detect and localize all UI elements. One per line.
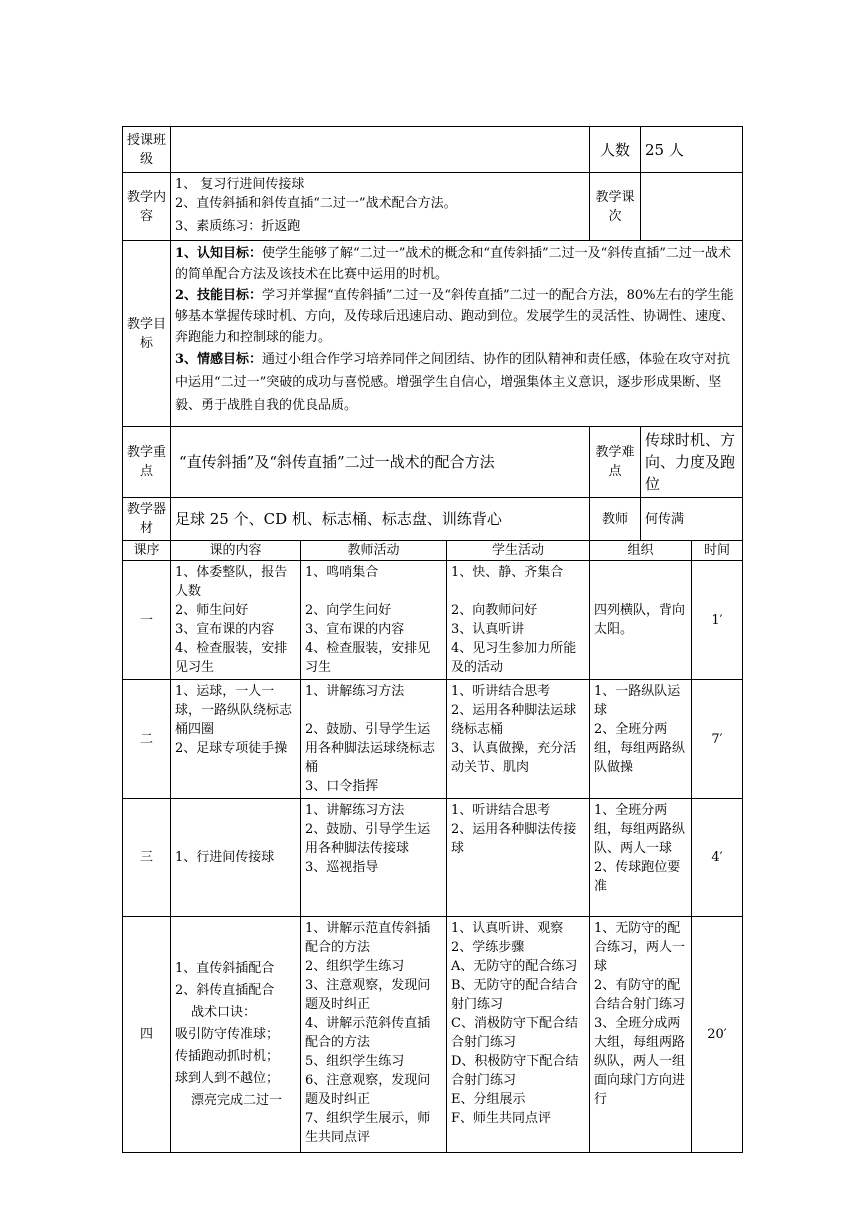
goal-emotion: 3、情感目标：通过小组合作学习培养同伴之间团结、协作的团队精神和责任感，体验在攻守对抗中运用“二过一”突破的成功与喜悦感。增强学生自信心，增强集体主义意识，逐步形成果断、坚毅、勇于战胜自我的优良品质。 (175, 352, 731, 413)
row-content: 1、运球，一人一球，一路纵队绕标志桶四圈 2、足球专项徒手操 (171, 680, 301, 799)
teacher-label: 教师 (590, 498, 641, 541)
goals-value (171, 241, 743, 427)
content-label: 教学内容 (123, 173, 171, 241)
row-time: 1′ (692, 561, 743, 680)
row-content: 1、直传斜插配合 2、斜传直插配合 战术口诀： 吸引防守传准球； 传插跑动抓时机； 球到人到不越位； 漂亮完成二过一 (171, 917, 301, 1153)
count-value: 25 人 (641, 127, 743, 173)
difficulty-value: 传球时机、方向、力度及跑位 (641, 427, 743, 498)
table-row (123, 917, 743, 1153)
class-row (123, 127, 743, 173)
content-row (123, 173, 743, 241)
goal-cognitive: 1、认知目标：使学生能够了解“二过一”战术的概念和“直传斜插”二过一及“斜传直插”二过一战术的简单配合方法及该技术在比赛中运用的时机。 (175, 246, 731, 282)
content-item: 3、素质练习：折返跑 (175, 219, 301, 234)
content-item: 1、 复习行进间传接球 (175, 177, 305, 192)
row-content: 1、行进间传接球 (171, 799, 301, 917)
row-time: 20′ (692, 917, 743, 1153)
row-teacher: 1、讲解练习方法 2、鼓励、引导学生运用各种脚法运球绕标志桶 3、口令指挥 (301, 680, 447, 799)
row-seq: 二 (123, 680, 171, 799)
session-value (641, 173, 743, 241)
header-time: 时间 (692, 541, 743, 561)
teacher-value: 何传满 (641, 498, 743, 541)
difficulty-label: 教学难点 (590, 427, 641, 498)
lesson-plan-table (122, 126, 743, 541)
class-label: 授课班级 (123, 127, 171, 173)
header-teacher: 教师活动 (301, 541, 447, 561)
row-teacher: 1、讲解练习方法 2、鼓励、引导学生运用各种脚法传接球 3、巡视指导 (301, 799, 447, 917)
table-row (123, 799, 743, 917)
class-value (171, 127, 590, 173)
row-seq: 四 (123, 917, 171, 1153)
row-org: 1、全班分两组，每组两路纵队、两人一球 2、传球跑位要准 (590, 799, 692, 917)
header-student: 学生活动 (447, 541, 590, 561)
table-row (123, 680, 743, 799)
header-org: 组织 (590, 541, 692, 561)
procedure-header (123, 541, 743, 561)
key-value: “直传斜插”及“斜传直插”二过一战术的配合方法 (171, 427, 590, 498)
row-student: 1、快、静、齐集合 2、向教师问好 3、认真听讲 4、见习生参加力所能及的活动 (447, 561, 590, 680)
row-org: 1、一路纵队运球 2、全班分两组，每组两路纵队做操 (590, 680, 692, 799)
row-org: 1、无防守的配合练习，两人一球 2、有防守的配合结合射门练习 3、全班分成两大组，每组两路纵队，两人一组面向球门方向进行 (590, 917, 692, 1153)
equipment-row (123, 498, 743, 541)
header-seq: 课序 (123, 541, 171, 561)
procedure-table (122, 540, 743, 1153)
row-time: 4′ (692, 799, 743, 917)
header-content: 课的内容 (171, 541, 301, 561)
lesson-plan (122, 126, 742, 1153)
equipment-label: 教学器材 (123, 498, 171, 541)
row-content: 1、体委整队，报告人数 2、师生问好 3、宣布课的内容 4、检查服装，安排见习生 (171, 561, 301, 680)
row-student: 1、听讲结合思考 2、运用各种脚法运球绕标志桶 3、认真做操，充分活动关节、肌肉 (447, 680, 590, 799)
goal-skill: 2、技能目标：学习并掌握“直传斜插”二过一及“斜传直插”二过一的配合方法，80%左右的学生能够基本掌握传球时机、方向，及传球后迅速启动、跑动到位。发展学生的灵活性、协调性、速度、奔跑能力和控制球的能力。 (175, 288, 735, 345)
row-teacher: 1、讲解示范直传斜插配合的方法 2、组织学生练习 3、注意观察，发现问题及时纠正 4、讲解示范斜传直插配合的方法 5、组织学生练习 6、注意观察，发现问题及时纠正 7、组织学生展示，师生共同点评 (301, 917, 447, 1153)
row-student: 1、听讲结合思考 2、运用各种脚法传接球 (447, 799, 590, 917)
equipment-value: 足球 25 个、CD 机、标志桶、标志盘、训练背心 (171, 498, 590, 541)
content-value (171, 173, 590, 241)
session-label: 教学课次 (590, 173, 641, 241)
table-row (123, 561, 743, 680)
row-student: 1、认真听讲、观察 2、学练步骤 A、无防守的配合练习 B、无防守的配合结合射门练习 C、消极防守下配合结合射门练习 D、积极防守下配合结合射门练习 E、分组展示 F、师生共同点评 (447, 917, 590, 1153)
row-seq: 三 (123, 799, 171, 917)
row-time: 7′ (692, 680, 743, 799)
key-row (123, 427, 743, 498)
row-org: 四列横队，背向太阳。 (590, 561, 692, 680)
key-label: 教学重点 (123, 427, 171, 498)
count-label: 人数 (590, 127, 641, 173)
content-item: 2、直传斜插和斜传直插“二过一”战术配合方法。 (175, 196, 457, 211)
row-teacher: 1、鸣哨集合 2、向学生问好 3、宣布课的内容 4、检查服装，安排见习生 (301, 561, 447, 680)
goals-label: 教学目标 (123, 241, 171, 427)
goals-row (123, 241, 743, 427)
row-seq: 一 (123, 561, 171, 680)
